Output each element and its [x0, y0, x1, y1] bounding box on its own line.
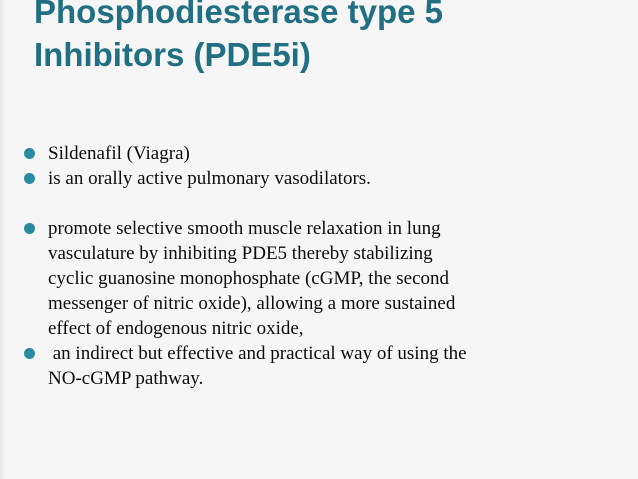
slide-title	[34, 0, 624, 76]
bullet-list	[22, 141, 622, 391]
bullet-line: NO-cGMP pathway.	[48, 368, 204, 389]
bullet-line: promote selective smooth muscle relaxation in lung	[48, 218, 441, 239]
bullet-line: an indirect but effective and practical way of using the	[48, 343, 467, 364]
bullet-item-no-cgmp	[22, 341, 622, 391]
title-line-2: Inhibitors (PDE5i)	[34, 36, 311, 73]
bullet-dot-icon	[24, 348, 35, 359]
bullet-line: Sildenafil (Viagra)	[48, 143, 190, 164]
bullet-dot-icon	[24, 148, 35, 159]
bullet-dot-icon	[24, 173, 35, 184]
bullet-line: is an orally active pulmonary vasodilators.	[48, 168, 371, 189]
bullet-item-sildenafil	[22, 141, 622, 166]
bullet-item-mechanism	[22, 216, 622, 341]
bullet-line: effect of endogenous nitric oxide,	[48, 318, 304, 339]
bullet-line: cyclic guanosine monophosphate (cGMP, the second	[48, 268, 450, 289]
title-line-1: Phosphodiesterase type 5	[34, 0, 443, 30]
bullet-item-orally-active	[22, 166, 622, 191]
bullet-dot-icon	[24, 223, 35, 234]
bullet-line: messenger of nitric oxide), allowing a more sustained	[48, 293, 456, 314]
bullet-line: vasculature by inhibiting PDE5 thereby stabilizing	[48, 243, 433, 264]
